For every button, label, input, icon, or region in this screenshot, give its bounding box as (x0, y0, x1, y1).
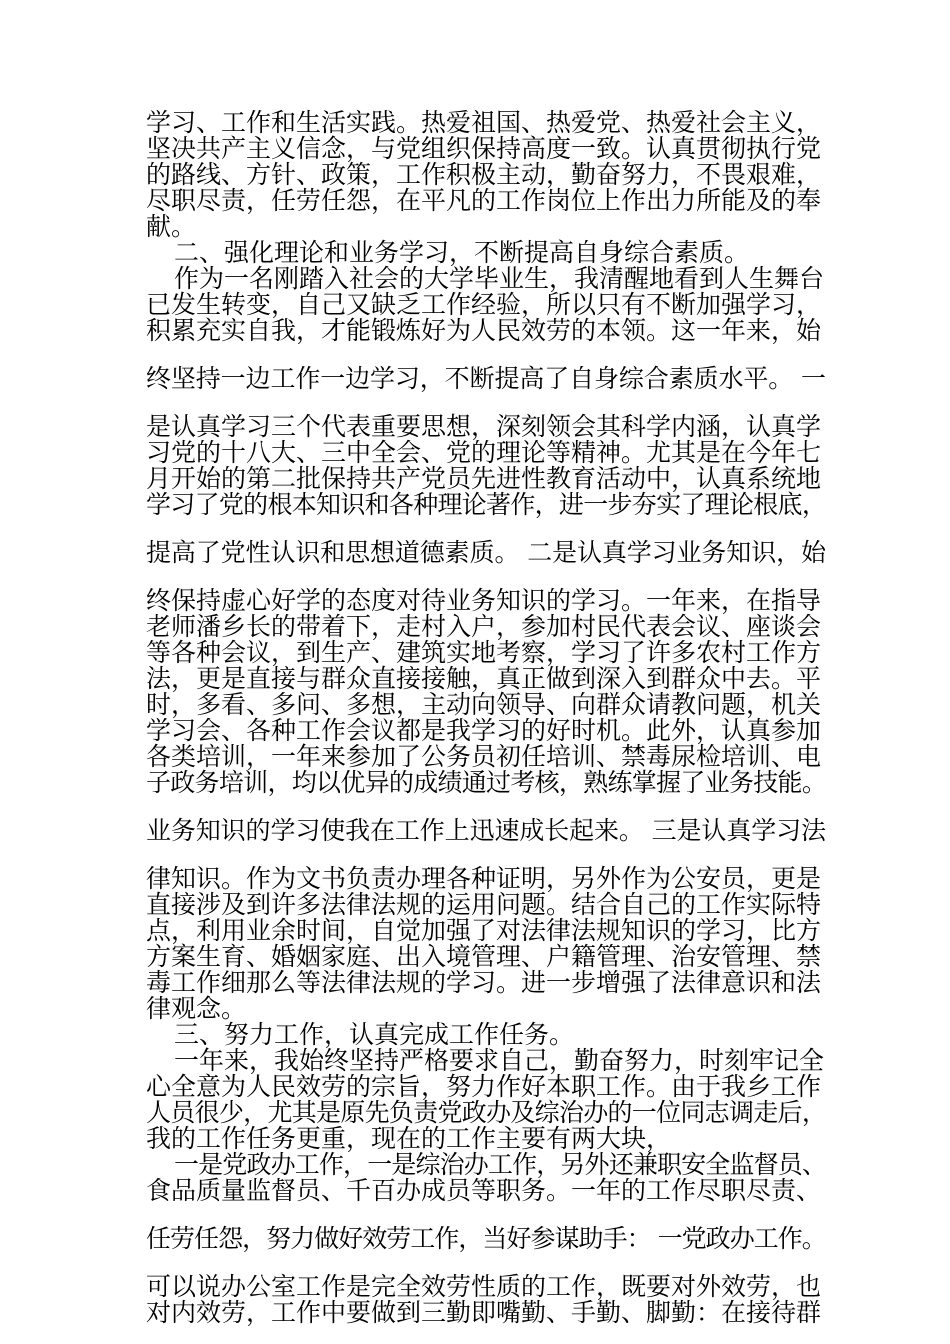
text-line: 方案生育、婚姻家庭、出入境管理、户籍管理、治安管理、禁 (146, 942, 822, 971)
text-line: 律观念。 (146, 994, 247, 1023)
text-line: 习党的十八大、三中全会、党的理论等精神。尤其是在今年七 (146, 438, 822, 467)
text-line: 的路线、方针、政策，工作积极主动，勤奋努力，不畏艰难， (146, 160, 822, 189)
text-line: 提高了党性认识和思想道德素质。 二是认真学习业务知识，始 (146, 538, 826, 567)
text-line: 各类培训，一年来参加了公务员初任培训、禁毒尿检培训、电 (146, 742, 822, 771)
text-line: 学习会、各种工作会议都是我学习的好时机。此外，认真参加 (146, 716, 822, 745)
text-line: 作为一名刚踏入社会的大学毕业生，我清醒地看到人生舞台 (174, 264, 825, 293)
text-line: 终保持虚心好学的态度对待业务知识的学习。一年来，在指导 (146, 586, 822, 615)
text-line: 子政务培训，均以优异的成绩通过考核，熟练掌握了业务技能。 (146, 768, 827, 797)
text-line: 业务知识的学习使我在工作上迅速成长起来。 三是认真学习法 (146, 816, 826, 845)
text-line: 直接涉及到许多法律法规的运用问题。结合自己的工作实际特 (146, 890, 822, 919)
text-line: 已发生转变，自己又缺乏工作经验，所以只有不断加强学习， (146, 290, 822, 319)
text-line: 对内效劳，工作中要做到三勤即嘴勤、手勤、脚勤：在接待群 (146, 1298, 822, 1327)
text-line: 我的工作任务更重，现在的工作主要有两大块， (146, 1124, 672, 1153)
text-line: 食品质量监督员、千百办成员等职务。一年的工作尽职尽责、 (146, 1176, 822, 1205)
text-line: 毒工作细那么等法律法规的学习。进一步增强了法律意识和法 (146, 968, 822, 997)
text-line: 坚决共产主义信念，与党组织保持高度一致。认真贯彻执行党 (146, 134, 822, 163)
text-line: 学习、工作和生活实践。热爱祖国、热爱党、热爱社会主义， (146, 108, 822, 137)
text-line: 老师潘乡长的带着下，走村入户，参加村民代表会议、座谈会 (146, 612, 822, 641)
text-line: 积累充实自我，才能锻炼好为人民效劳的本领。这一年来，始 (146, 316, 822, 345)
text-line: 学习了党的根本知识和各种理论著作，进一步夯实了理论根底， (146, 490, 827, 519)
text-line: 一年来，我始终坚持严格要求自己，勤奋努力，时刻牢记全 (174, 1046, 825, 1075)
text-line: 一是党政办工作，一是综治办工作，另外还兼职安全监督员、 (174, 1150, 827, 1179)
text-line: 时，多看、多问、多想，主动向领导、向群众请教问题，机关 (146, 690, 822, 719)
text-line: 心全意为人民效劳的宗旨，努力作好本职工作。由于我乡工作 (146, 1072, 822, 1101)
text-line: 终坚持一边工作一边学习，不断提高了自身综合素质水平。 一 (146, 364, 826, 393)
text-line: 任劳任怨，努力做好效劳工作，当好参谋助手： 一党政办工作。 (146, 1224, 826, 1253)
text-line: 献。 (146, 212, 197, 241)
text-line: 等各种会议，到生产、建筑实地考察，学习了许多农村工作方 (146, 638, 822, 667)
document-body (146, 110, 826, 1326)
text-line: 尽职尽责，任劳任怨，在平凡的工作岗位上作出力所能及的奉 (146, 186, 822, 215)
text-line: 人员很少，尤其是原先负责党政办及综治办的一位同志调走后， (146, 1098, 827, 1127)
text-line: 法，更是直接与群众直接接触，真正做到深入到群众中去。平 (146, 664, 822, 693)
text-line: 律知识。作为文书负责办理各种证明，另外作为公安员，更是 (146, 864, 822, 893)
text-line: 月开始的第二批保持共产党员先进性教育活动中，认真系统地 (146, 464, 822, 493)
section-heading: 二、强化理论和业务学习，不断提高自身综合素质。 (174, 238, 750, 267)
section-heading: 三、努力工作，认真完成工作任务。 (174, 1020, 575, 1049)
text-line: 可以说办公室工作是完全效劳性质的工作，既要对外效劳，也 (146, 1272, 822, 1301)
text-line: 点，利用业余时间，自觉加强了对法律法规知识的学习，比方 (146, 916, 822, 945)
text-line: 是认真学习三个代表重要思想，深刻领会其科学内涵，认真学 (146, 412, 822, 441)
